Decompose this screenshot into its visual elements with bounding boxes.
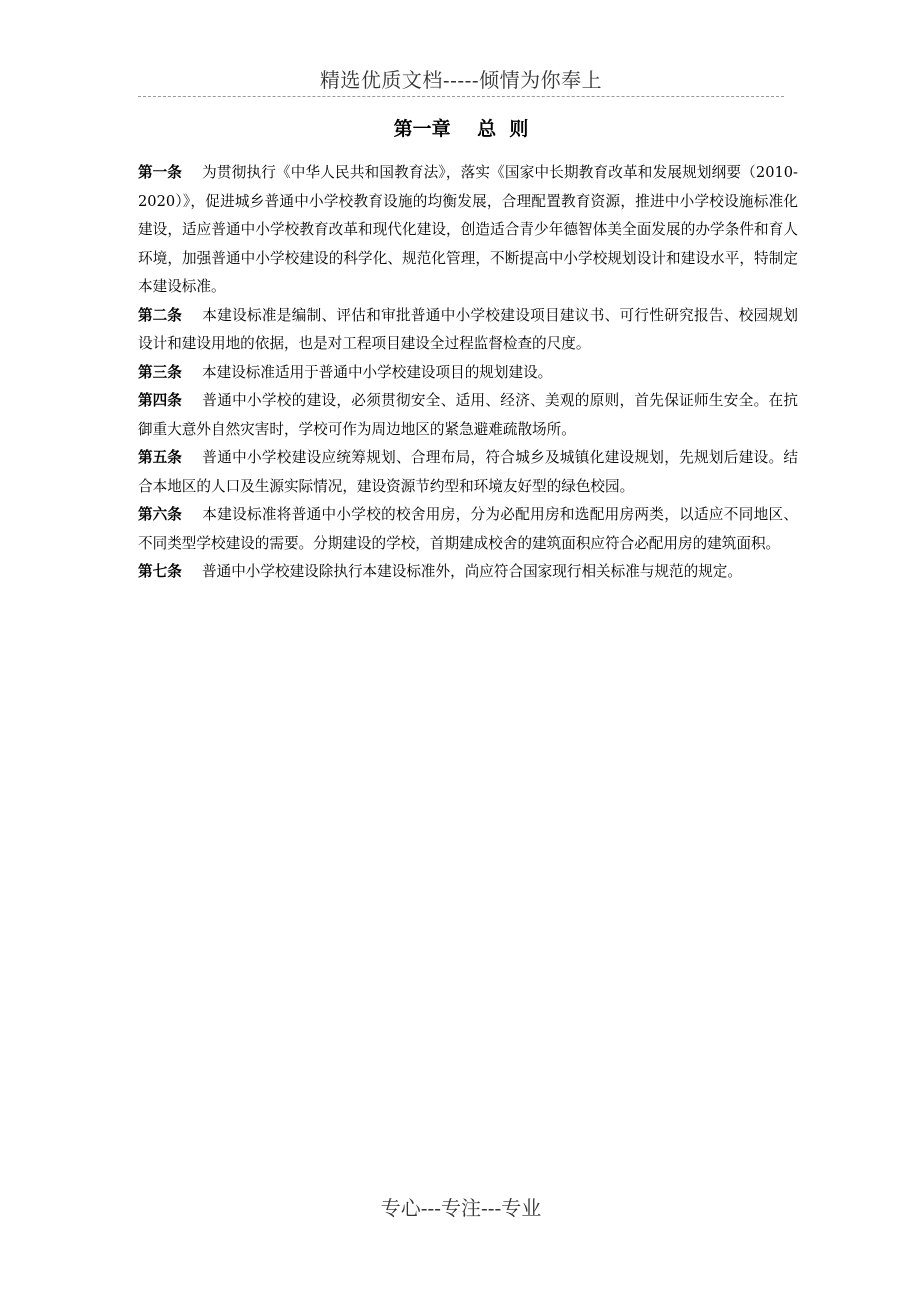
article-text: 为贯彻执行《中华人民共和国教育法》，落实《国家中长期教育改革和发展规划纲要（2010-2020）》，促进城乡普通中小学校教育设施的均衡发展，合理配置教育资源，推进中小学校设施标准化建设，适应普通中小学校教育改革和现代化建设，创造适合青少年德智体美全面发展的办学条件和育人环境，加强普通中小学校建设的科学化、规范化管理，不断提高中小学校规划设计和建设水平，特制定本建设标准。 [138, 164, 798, 295]
article-4 [138, 387, 798, 444]
article-7 [138, 558, 798, 587]
header-divider [138, 96, 784, 97]
page-footer: 专心---专注---专业 [380, 1196, 542, 1220]
article-text: 普通中小学校建设除执行本建设标准外，尚应符合国家现行相关标准与规范的规定。 [202, 563, 742, 580]
article-5 [138, 444, 798, 501]
article-2 [138, 302, 798, 359]
article-label: 第七条 [138, 563, 182, 580]
article-1 [138, 159, 798, 302]
article-text: 本建设标准适用于普通中小学校建设项目的规划建设。 [202, 363, 553, 381]
article-text: 本建设标准将普通中小学校的校舍用房，分为必配用房和选配用房两类，以适应不同地区、不同类型学校建设的需要。分期建设的学校，首期建成校舍的建筑面积应符合必配用房的建筑面积。 [138, 506, 798, 552]
article-label: 第一条 [138, 164, 182, 181]
article-label: 第四条 [138, 392, 182, 409]
article-3 [138, 359, 798, 388]
chapter-title: 第一章 总 则 [393, 118, 529, 140]
article-text: 普通中小学校建设应统筹规划、合理布局，符合城乡及城镇化建设规划，先规划后建设。结合本地区的人口及生源实际情况，建设资源节约型和环境友好型的绿色校园。 [138, 449, 798, 495]
article-label: 第六条 [138, 506, 182, 523]
page-header: 精选优质文档-----倾情为你奉上 [319, 68, 603, 92]
article-text: 本建设标准是编制、评估和审批普通中小学校建设项目建议书、可行性研究报告、校园规划设计和建设用地的依据，也是对工程项目建设全过程监督检查的尺度。 [138, 306, 798, 352]
article-text: 普通中小学校的建设，必须贯彻安全、适用、经济、美观的原则，首先保证师生安全。在抗御重大意外自然灾害时，学校可作为周边地区的紧急避难疏散场所。 [138, 392, 798, 438]
article-label: 第二条 [138, 306, 182, 324]
article-label: 第三条 [138, 363, 182, 381]
article-list [138, 159, 798, 587]
article-6 [138, 501, 798, 558]
article-label: 第五条 [138, 449, 182, 466]
